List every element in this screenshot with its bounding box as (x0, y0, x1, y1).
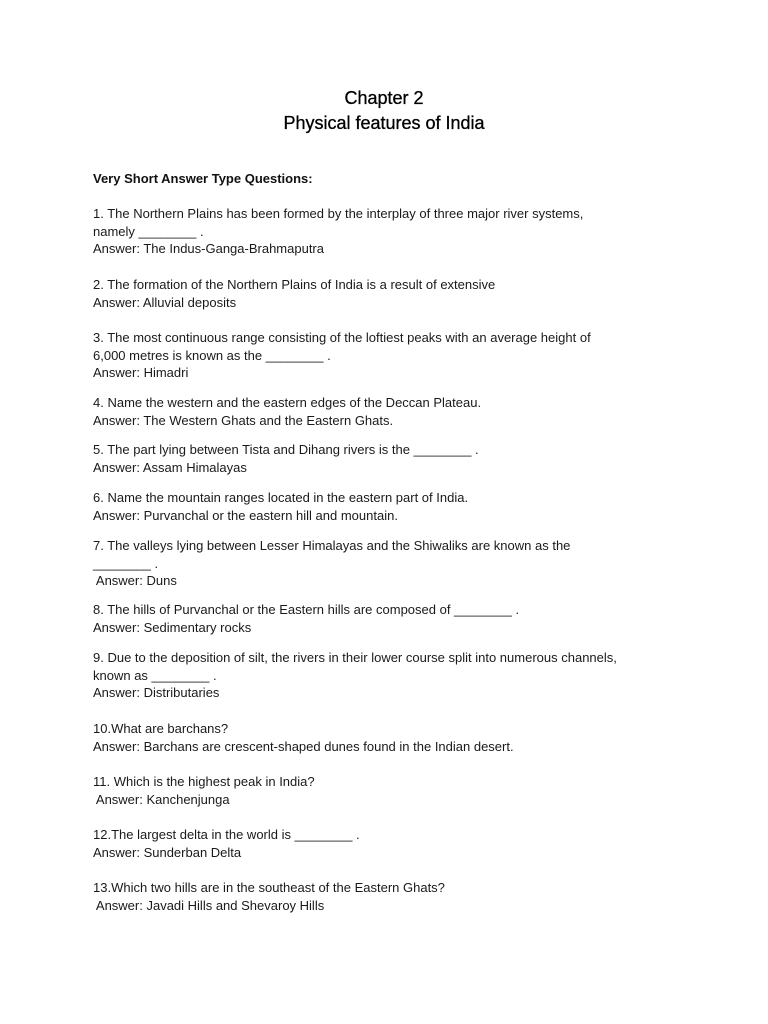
question-line: 3. The most continuous range consisting of the loftiest peaks with an average height of (93, 330, 591, 345)
qa-item-10 (93, 720, 693, 755)
question-line: 1. The Northern Plains has been formed by the interplay of three major river systems, (93, 206, 584, 221)
question-line: 2. The formation of the Northern Plains of India is a result of extensive (93, 277, 496, 292)
answer-line: Answer: Kanchenjunga (93, 791, 230, 807)
question-line: 10.What are barchans? (93, 721, 229, 736)
question-line: 8. The hills of Purvanchal or the Eastern hills are composed of ________ . (93, 602, 520, 617)
qa-item-12 (93, 826, 693, 861)
qa-item-5 (93, 441, 693, 476)
answer-line: Answer: Alluvial deposits (93, 294, 237, 310)
qa-item-6 (93, 489, 693, 524)
question-line: 12.The largest delta in the world is ________ . (93, 827, 360, 842)
section-heading: Very Short Answer Type Questions: (93, 171, 313, 186)
qa-item-1 (93, 205, 693, 258)
qa-item-13 (93, 879, 693, 914)
answer-line: Answer: Sunderban Delta (93, 844, 242, 860)
qa-item-11 (93, 773, 693, 808)
answer-line: Answer: The Indus-Ganga-Brahmaputra (93, 241, 324, 256)
answer-line: Answer: Barchans are crescent-shaped dunes found in the Indian desert. (93, 738, 514, 754)
answer-line: Answer: Distributaries (93, 685, 220, 700)
question-line: 4. Name the western and the eastern edges of the Deccan Plateau. (93, 395, 482, 410)
question-line: 6. Name the mountain ranges located in the eastern part of India. (93, 490, 469, 505)
question-line: namely ________ . (93, 223, 204, 239)
question-line: 9. Due to the deposition of silt, the rivers in their lower course split into numerous channels, (93, 650, 617, 665)
qa-item-7 (93, 537, 693, 590)
question-line: 7. The valleys lying between Lesser Himalayas and the Shiwaliks are known as the (93, 538, 571, 553)
chapter-heading: Chapter 2 (344, 88, 424, 108)
qa-item-2 (93, 276, 693, 311)
qa-item-4 (93, 394, 693, 429)
answer-line: Answer: Sedimentary rocks (93, 619, 252, 635)
question-line: 13.Which two hills are in the southeast of the Eastern Ghats? (93, 880, 445, 895)
question-line: 5. The part lying between Tista and Dihang rivers is the ________ . (93, 442, 479, 457)
question-line: known as ________ . (93, 667, 217, 683)
answer-line: Answer: The Western Ghats and the Eastern Ghats. (93, 412, 394, 428)
answer-line: Answer: Duns (93, 573, 177, 588)
chapter-title: Physical features of India (283, 113, 485, 133)
answer-line: Answer: Javadi Hills and Shevaroy Hills (93, 897, 325, 913)
qa-item-9 (93, 649, 693, 702)
qa-item-3 (93, 329, 693, 382)
answer-line: Answer: Assam Himalayas (93, 459, 247, 475)
answer-line: Answer: Himadri (93, 365, 189, 380)
question-line: ________ . (93, 555, 159, 571)
question-line: 11. Which is the highest peak in India? (93, 774, 315, 789)
qa-item-8 (93, 601, 693, 636)
question-line: 6,000 metres is known as the ________ . (93, 347, 331, 363)
answer-line: Answer: Purvanchal or the eastern hill and mountain. (93, 507, 398, 523)
